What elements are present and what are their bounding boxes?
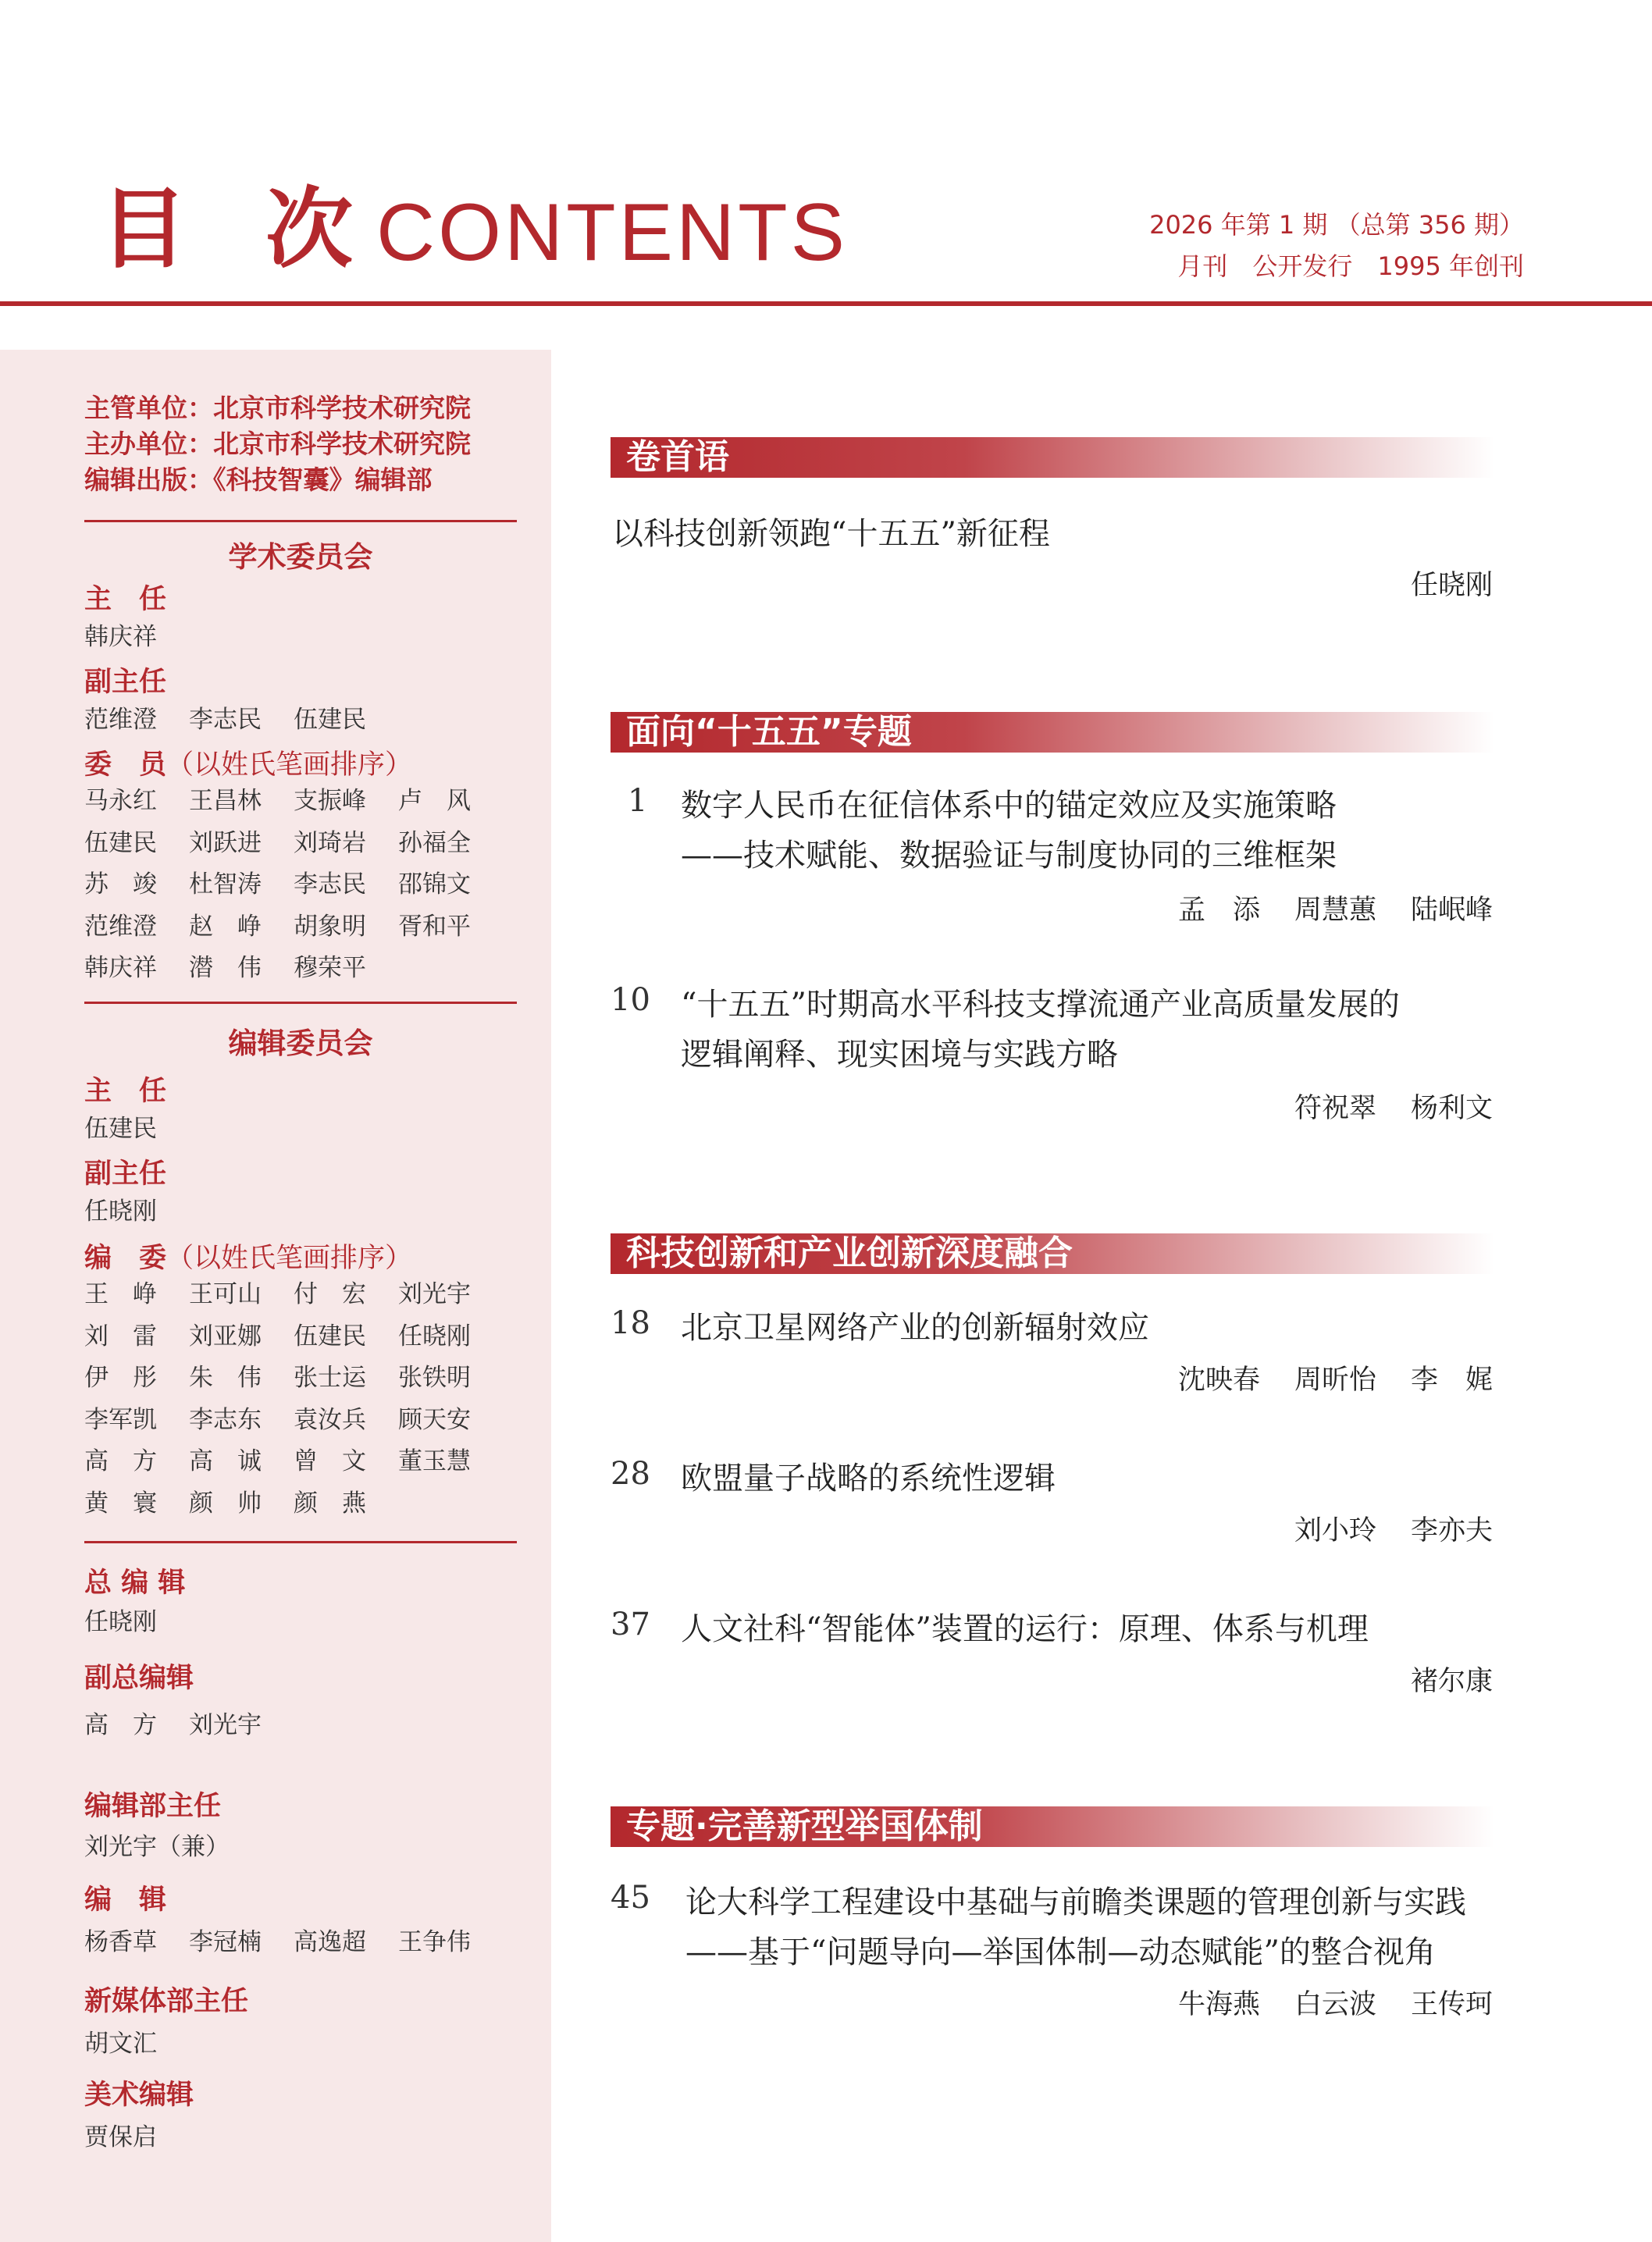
author-name: 牛海燕 — [1177, 1989, 1260, 2020]
author-name: 周慧蕙 — [1294, 895, 1376, 926]
person-name: 杜智涛 — [189, 870, 262, 899]
article-title[interactable]: 欧盟量子战略的系统性逻辑 — [681, 1461, 1056, 1496]
person-name: 袁汝兵 — [294, 1405, 366, 1434]
academic-chair-label: 主 任 — [84, 584, 167, 615]
person-name: 胡象明 — [294, 912, 366, 941]
author-name: 沈映春 — [1177, 1365, 1260, 1396]
page-title-en: CONTENTS — [376, 187, 848, 278]
person-name: 伍建民 — [84, 1115, 157, 1143]
editors-names — [84, 1922, 503, 1964]
author-name: 符祝翠 — [1294, 1093, 1376, 1124]
chief-editor-names — [84, 1602, 189, 1644]
section-title: 专题·完善新型举国体制 — [626, 1806, 983, 1846]
article-authors — [1144, 1358, 1493, 1397]
publisher-line: 主办单位：北京市科学技术研究院 — [84, 429, 471, 459]
person-name: 刘光宇 — [189, 1711, 262, 1739]
editorial-chair-label: 主 任 — [84, 1076, 167, 1107]
article-title[interactable]: “十五五”时期高水平科技支撑流通产业高质量发展的 — [681, 987, 1400, 1023]
author-name: 李亦夫 — [1410, 1515, 1493, 1546]
academic-committee-heading: 学术委员会 — [228, 540, 373, 574]
dept-head-names — [84, 1827, 230, 1869]
person-name: 李冠楠 — [189, 1928, 262, 1956]
editorial-committee-heading: 编辑委员会 — [228, 1027, 373, 1060]
person-name: 高 诚 — [189, 1447, 262, 1475]
person-name: 王可山 — [189, 1280, 262, 1308]
section-header — [611, 437, 1494, 478]
person-name: 李志东 — [189, 1405, 262, 1434]
deputy-chief-names — [84, 1705, 294, 1747]
author-name: 陆岷峰 — [1410, 895, 1493, 926]
section-header — [611, 712, 1494, 753]
person-name: 王 峥 — [84, 1280, 157, 1308]
header-divider — [0, 301, 1652, 306]
person-name: 李志民 — [189, 706, 262, 734]
academic-members-label — [84, 743, 412, 782]
person-name: 卢 风 — [398, 787, 471, 815]
person-name: 黄 寰 — [84, 1489, 157, 1518]
sort-note: （以姓氏笔画排序） — [166, 1243, 413, 1274]
page-number: 28 — [611, 1456, 650, 1492]
person-name: 刘光宇 — [398, 1280, 471, 1308]
person-name: 刘跃进 — [189, 828, 262, 857]
person-name: 刘琦岩 — [294, 828, 366, 857]
author-name: 孟 添 — [1177, 895, 1260, 926]
page-number: 45 — [611, 1880, 650, 1916]
person-name: 韩庆祥 — [84, 954, 157, 982]
new-media-names — [84, 2023, 189, 2066]
academic-vice-label: 副主任 — [84, 667, 167, 698]
person-name: 支振峰 — [294, 787, 366, 815]
person-name: 赵 峥 — [189, 912, 262, 941]
person-name: 王昌林 — [189, 787, 262, 815]
title-char-1: 目 — [100, 179, 187, 280]
new-media-label: 新媒体部主任 — [84, 1986, 249, 2017]
person-name: 潜 伟 — [189, 954, 262, 982]
editorial-members-grid — [84, 1274, 503, 1525]
person-name: 高逸超 — [294, 1928, 366, 1956]
person-name: 穆荣平 — [294, 954, 366, 982]
article-subtitle[interactable]: ——基于“问题导向—举国体制—动态赋能”的整合视角 — [685, 1934, 1436, 1970]
article-subtitle[interactable]: 逻辑阐释、现实困境与实践方略 — [681, 1037, 1118, 1073]
person-name: 伍建民 — [84, 828, 157, 857]
author-name: 周昕怡 — [1294, 1365, 1376, 1396]
page-number: 1 — [628, 783, 648, 819]
article-subtitle[interactable]: ——技术赋能、数据验证与制度协同的三维框架 — [681, 838, 1337, 874]
meta-line: 月刊 公开发行 1995 年创刊 — [1177, 251, 1524, 281]
author-name: 杨利文 — [1410, 1093, 1493, 1124]
person-name: 李志民 — [294, 870, 366, 899]
person-name: 董玉慧 — [398, 1447, 471, 1475]
person-name: 颜 帅 — [189, 1489, 262, 1518]
academic-vice-names — [84, 699, 398, 742]
article-authors — [1376, 1660, 1493, 1699]
page-number: 18 — [611, 1305, 650, 1341]
editors-label: 编 辑 — [84, 1884, 167, 1916]
person-name: 任晓刚 — [84, 1608, 157, 1636]
publisher-line: 主管单位：北京市科学技术研究院 — [84, 393, 471, 423]
person-name: 张士运 — [294, 1364, 366, 1392]
issue-info — [1149, 205, 1524, 287]
issue-line: 2026 年第 1 期 （总第 356 期） — [1149, 210, 1524, 240]
page-title-cn — [100, 179, 353, 280]
publisher-line: 编辑出版：《科技智囊》编辑部 — [84, 464, 433, 495]
person-name: 任晓刚 — [84, 1198, 157, 1226]
person-name: 刘光宇（兼） — [84, 1833, 230, 1861]
person-name: 朱 伟 — [189, 1364, 262, 1392]
person-name: 曾 文 — [294, 1447, 366, 1475]
editorial-vice-label: 副主任 — [84, 1158, 167, 1190]
art-editor-names — [84, 2117, 189, 2159]
author-name: 李 娓 — [1410, 1365, 1493, 1396]
page-number: 37 — [611, 1607, 650, 1642]
article-title[interactable]: 以科技创新领跑“十五五”新征程 — [612, 516, 1050, 552]
person-name: 马永红 — [84, 787, 157, 815]
person-name: 高 方 — [84, 1711, 157, 1739]
person-name: 邵锦文 — [398, 870, 471, 899]
person-name: 苏 竣 — [84, 870, 157, 899]
article-authors — [1376, 564, 1493, 603]
editorial-chair-names — [84, 1109, 189, 1151]
person-name: 刘亚娜 — [189, 1322, 262, 1351]
members-label-text: 编 委 — [84, 1243, 167, 1274]
section-title: 卷首语 — [626, 437, 729, 477]
article-title[interactable]: 数字人民币在征信体系中的锚定效应及实施策略 — [681, 788, 1337, 824]
person-name: 任晓刚 — [398, 1322, 471, 1351]
person-name: 伊 彤 — [84, 1364, 157, 1392]
person-name: 高 方 — [84, 1447, 157, 1475]
academic-members-grid — [84, 781, 503, 990]
article-title[interactable]: 论大科学工程建设中基础与前瞻类课题的管理创新与实践 — [685, 1884, 1466, 1920]
person-name: 韩庆祥 — [84, 623, 157, 651]
members-label-text: 委 员 — [84, 749, 167, 781]
person-name: 孙福全 — [398, 828, 471, 857]
person-name: 胥和平 — [398, 912, 471, 941]
person-name: 付 宏 — [294, 1280, 366, 1308]
title-char-2: 次 — [265, 179, 353, 280]
person-name: 胡文汇 — [84, 2030, 157, 2058]
sidebar-divider — [84, 1002, 517, 1004]
article-title[interactable]: 北京卫星网络产业的创新辐射效应 — [681, 1310, 1149, 1346]
person-name: 李军凯 — [84, 1405, 157, 1434]
author-name: 刘小玲 — [1294, 1515, 1376, 1546]
deputy-chief-label: 副总编辑 — [84, 1663, 194, 1694]
person-name: 杨香草 — [84, 1928, 157, 1956]
person-name: 王争伟 — [398, 1928, 471, 1956]
article-authors — [1144, 1983, 1493, 2022]
section-title: 面向“十五五”专题 — [626, 712, 912, 752]
person-name: 伍建民 — [294, 706, 366, 734]
article-title[interactable]: 人文社科“智能体”装置的运行：原理、体系与机理 — [681, 1611, 1369, 1647]
author-name: 王传珂 — [1410, 1989, 1493, 2020]
sidebar-divider — [84, 520, 517, 522]
person-name: 伍建民 — [294, 1322, 366, 1351]
section-title: 科技创新和产业创新深度融合 — [626, 1233, 1073, 1273]
section-header — [611, 1806, 1494, 1847]
person-name: 范维澄 — [84, 912, 157, 941]
sidebar-divider — [84, 1541, 517, 1543]
person-name: 贾保启 — [84, 2123, 157, 2151]
academic-chair-names — [84, 617, 189, 659]
article-authors — [1260, 1509, 1493, 1548]
section-header — [611, 1233, 1494, 1274]
person-name: 顾天安 — [398, 1405, 471, 1434]
article-authors — [1144, 888, 1493, 927]
author-name: 任晓刚 — [1410, 570, 1493, 601]
chief-editor-label: 总 编 辑 — [84, 1568, 186, 1599]
person-name: 范维澄 — [84, 706, 157, 734]
editorial-members-label — [84, 1237, 412, 1276]
art-editor-label: 美术编辑 — [84, 2080, 194, 2111]
person-name: 张铁明 — [398, 1364, 471, 1392]
person-name: 颜 燕 — [294, 1489, 366, 1518]
person-name: 刘 雷 — [84, 1322, 157, 1351]
sort-note: （以姓氏笔画排序） — [166, 749, 413, 781]
page-number: 10 — [611, 982, 650, 1018]
dept-head-label: 编辑部主任 — [84, 1791, 222, 1822]
author-name: 褚尔康 — [1410, 1666, 1493, 1697]
author-name: 白云波 — [1294, 1989, 1376, 2020]
article-authors — [1260, 1087, 1493, 1126]
publisher-info — [84, 390, 471, 498]
editorial-vice-names — [84, 1191, 189, 1233]
